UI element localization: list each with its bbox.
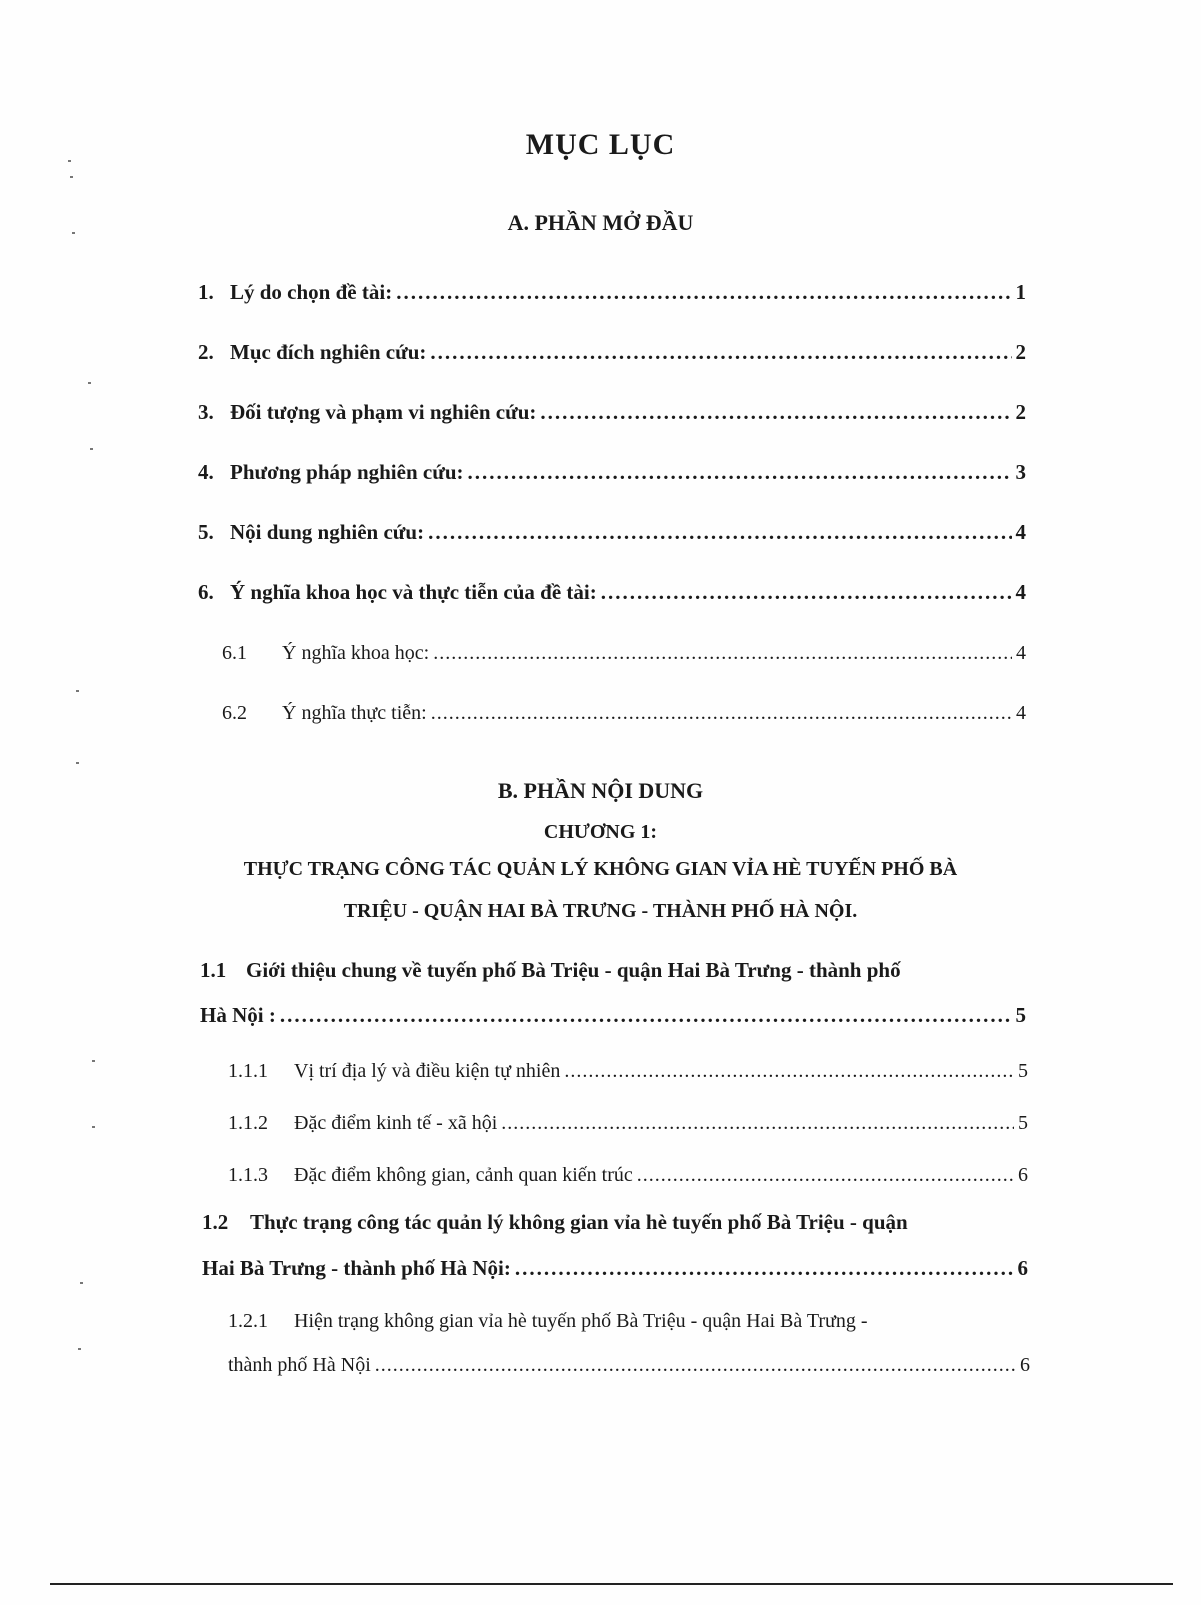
chapter-label: CHƯƠNG 1: [543,821,658,843]
toc-entry-6-2 [222,702,1026,725]
toc-entry-number: 1. [198,280,214,304]
toc-entry-text: Nội dung nghiên cứu: [230,520,425,544]
scan-speck [92,1060,95,1062]
toc-entry-number: 3. [198,400,214,424]
toc-entry-1-1-1 [228,1060,1028,1083]
toc-entry-number: 1.1.1 [228,1060,268,1082]
toc-entry-number: 4. [198,460,214,484]
toc-entry-page: 4 [1015,580,1026,604]
toc-entry-text: Giới thiệu chung về tuyến phố Bà Triệu - quận Hai Bà Trưng - thành phố [246,958,901,982]
dot-leader [468,460,1012,485]
toc-entry-6-1 [222,642,1026,665]
dot-leader [501,1112,1014,1135]
dot-leader [637,1164,1014,1187]
scan-speck [70,176,73,178]
toc-entry-4 [198,460,1026,485]
toc-entry-1-1-3 [228,1164,1028,1187]
scan-speck [72,232,75,234]
toc-entry-text: Hà Nội : [200,1003,276,1027]
toc-entry-page: 5 [1018,1060,1028,1082]
toc-entry-number: 5. [198,520,214,544]
dot-leader [540,400,1011,425]
dot-leader [515,1256,1014,1281]
toc-entry-1-2-1-line-1 [228,1310,868,1333]
toc-entry-text: Hai Bà Trưng - thành phố Hà Nội: [202,1256,511,1280]
toc-entry-page: 1 [1015,280,1026,304]
dot-leader [430,340,1011,365]
scan-speck [92,1126,95,1128]
part-a-heading: A. PHẦN MỞ ĐẦU [507,210,694,235]
toc-entry-number: 6. [198,580,214,604]
toc-entry-text: Ý nghĩa khoa học và thực tiễn của đề tài: [230,580,597,604]
toc-entry-page: 4 [1015,520,1026,544]
toc-entry-text: Ý nghĩa thực tiễn: [282,702,427,724]
toc-entry-page: 4 [1016,702,1026,724]
toc-entry-text: Thực trạng công tác quản lý không gian vỉa hè tuyến phố Bà Triệu - quận [250,1210,908,1234]
toc-entry-number: 1.2 [202,1210,229,1234]
dot-leader [431,702,1012,725]
toc-entry-text: Lý do chọn đề tài: [230,280,393,304]
dot-leader [428,520,1011,545]
toc-entry-1-1-line-1 [200,958,901,983]
toc-entry-1-2-line-1 [202,1210,908,1235]
chapter-title-line-1: THỰC TRẠNG CÔNG TÁC QUẢN LÝ KHÔNG GIAN VỈA HÈ TUYẾN PHỐ BÀ [243,858,958,880]
toc-entry-page: 4 [1016,642,1026,664]
toc-entry-number: 6.2 [222,702,247,724]
part-b-heading: B. PHẦN NỘI DUNG [497,778,704,803]
scan-speck [78,1348,81,1350]
dot-leader [433,642,1012,665]
toc-entry-1-2-line-2 [202,1256,1028,1281]
scan-speck [88,382,91,384]
toc-entry-text: Phương pháp nghiên cứu: [230,460,464,484]
toc-entry-text: Đặc điểm không gian, cảnh quan kiến trúc [294,1164,633,1186]
scan-speck [68,160,71,162]
toc-entry-text: thành phố Hà Nội [228,1354,371,1376]
toc-entry-text: Hiện trạng không gian vỉa hè tuyến phố Bà Triệu - quận Hai Bà Trưng - [294,1310,868,1332]
toc-entry-number: 2. [198,340,214,364]
toc-entry-5 [198,520,1026,545]
toc-entry-text: Ý nghĩa khoa học: [282,642,430,664]
toc-entry-1 [198,280,1026,305]
toc-entry-number: 1.1.3 [228,1164,268,1186]
toc-entry-page: 6 [1018,1164,1028,1186]
toc-entry-page: 5 [1015,1003,1026,1027]
toc-entry-text: Đối tượng và phạm vi nghiên cứu: [230,400,537,424]
toc-entry-6 [198,580,1026,605]
scan-speck [76,762,79,764]
dot-leader [564,1060,1014,1083]
toc-entry-3 [198,400,1026,425]
toc-entry-page: 2 [1015,340,1026,364]
toc-entry-number: 1.1 [200,958,227,982]
dot-leader [280,1003,1012,1028]
toc-entry-text: Vị trí địa lý và điều kiện tự nhiên [294,1060,561,1082]
toc-entry-1-1-2 [228,1112,1028,1135]
toc-entry-1-1-line-2 [200,1003,1026,1028]
scan-speck [80,1282,83,1284]
toc-entry-number: 1.1.2 [228,1112,268,1134]
toc-entry-2 [198,340,1026,365]
toc-entry-1-2-1-line-2 [228,1354,1030,1377]
toc-entry-page: 6 [1017,1256,1028,1280]
chapter-title-line-2: TRIỆU - QUẬN HAI BÀ TRƯNG - THÀNH PHỐ HÀ NỘI. [343,900,858,922]
toc-entry-page: 6 [1020,1354,1030,1376]
toc-entry-page: 5 [1018,1112,1028,1134]
bottom-edge-rule [50,1583,1173,1585]
toc-entry-page: 3 [1015,460,1026,484]
toc-entry-page: 2 [1015,400,1026,424]
toc-entry-number: 6.1 [222,642,247,664]
dot-leader [601,580,1012,605]
toc-entry-text: Mục đích nghiên cứu: [230,340,427,364]
dot-leader [396,280,1011,305]
toc-entry-text: Đặc điểm kinh tế - xã hội [294,1112,498,1134]
scan-speck [76,690,79,692]
toc-entry-number: 1.2.1 [228,1310,268,1332]
dot-leader [375,1354,1016,1377]
page-title: MỤC LỤC [525,128,676,161]
scan-speck [90,448,93,450]
